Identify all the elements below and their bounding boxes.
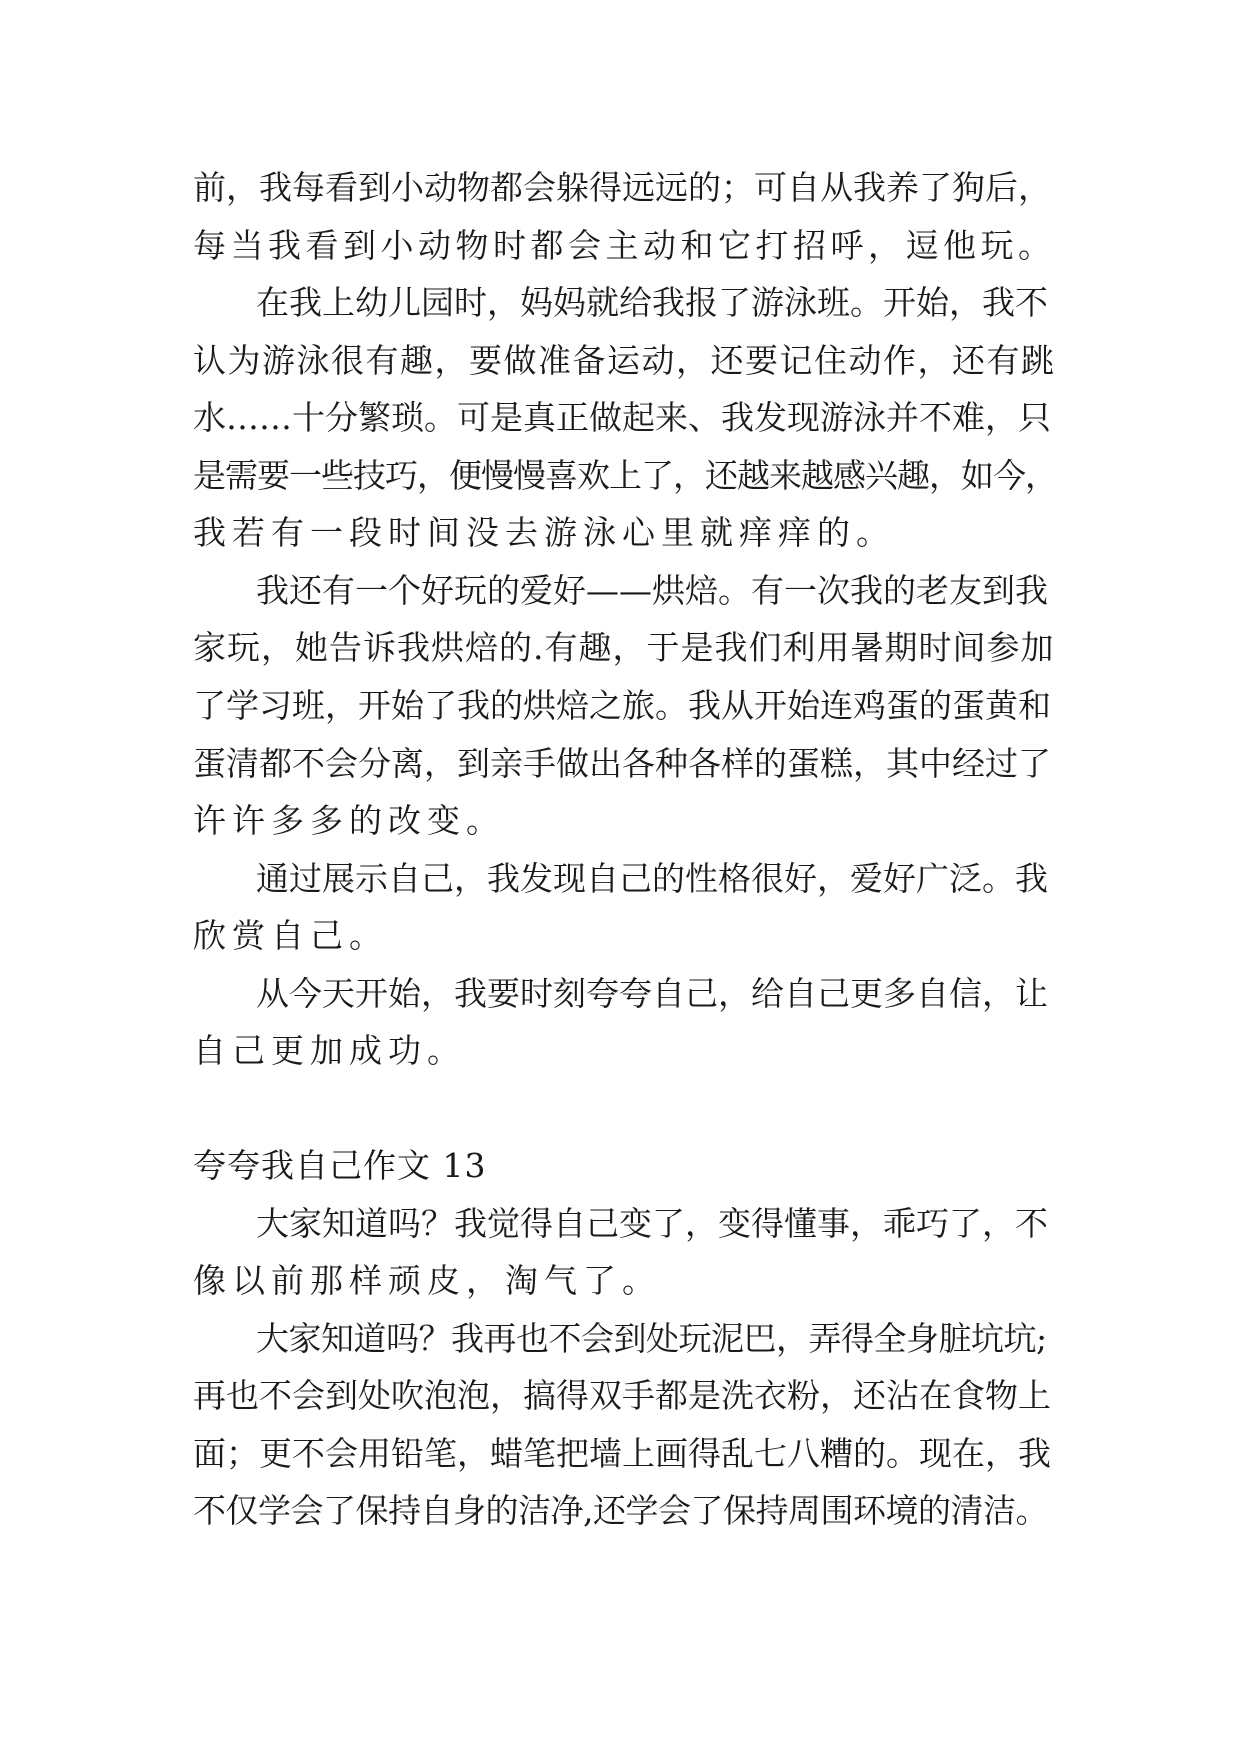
p3-line-4: 蛋清都不会分离，到亲手做出各种各样的蛋糕，其中经过了	[193, 744, 1051, 783]
p5-line-2: 自己更加成功。	[193, 1031, 466, 1070]
p7-line-1: 大家知道吗？我再也不会到处玩泥巴，弄得全身脏坑坑;	[256, 1319, 1047, 1358]
p6-line-1: 大家知道吗？我觉得自己变了，变得懂事，乖巧了，不	[256, 1204, 1048, 1243]
p2-line-2: 认为游泳很有趣，要做准备运动，还要记住动作，还有跳	[193, 341, 1056, 380]
p7-line-4: 不仅学会了保持自身的洁净,还学会了保持周围环境的清洁。	[193, 1491, 1048, 1530]
p4-line-2: 欣赏自己。	[193, 916, 388, 955]
section-title: 夸夸我自己作文 13	[193, 1146, 487, 1185]
p6-line-2: 像以前那样顽皮，淘气了。	[193, 1261, 661, 1300]
p1-line-1: 前，我每看到小动物都会躲得远远的；可自从我养了狗后，	[193, 168, 1051, 207]
p2-line-5: 我若有一段时间没去游泳心里就痒痒的。	[193, 513, 895, 552]
p3-line-1: 我还有一个好玩的爱好——烘焙。有一次我的老友到我	[256, 571, 1048, 610]
p5-line-1: 从今天开始，我要时刻夸夸自己，给自己更多自信，让	[256, 974, 1048, 1013]
p2-line-3: 水……十分繁琐。可是真正做起来、我发现游泳并不难，只	[193, 398, 1051, 437]
p7-line-3: 面；更不会用铅笔，蜡笔把墙上画得乱七八糟的。现在，我	[193, 1434, 1051, 1473]
p7-line-2: 再也不会到处吹泡泡，搞得双手都是洗衣粉，还沾在食物上	[193, 1376, 1051, 1415]
p1-line-2: 每当我看到小动物时都会主动和它打招呼，逗他玩。	[193, 226, 1056, 265]
p3-line-5: 许许多多的改变。	[193, 801, 505, 840]
p3-line-2: 家玩，她告诉我烘焙的.有趣，于是我们利用暑期时间参加	[193, 628, 1055, 667]
p4-line-1: 通过展示自己，我发现自己的性格很好，爱好广泛。我	[256, 859, 1048, 898]
p3-line-3: 了学习班，开始了我的烘焙之旅。我从开始连鸡蛋的蛋黄和	[193, 686, 1051, 725]
p2-line-4: 是需要一些技巧，便慢慢喜欢上了，还越来越感兴趣，如今，	[193, 456, 1057, 495]
p2-line-1: 在我上幼儿园时，妈妈就给我报了游泳班。开始，我不	[256, 283, 1048, 322]
